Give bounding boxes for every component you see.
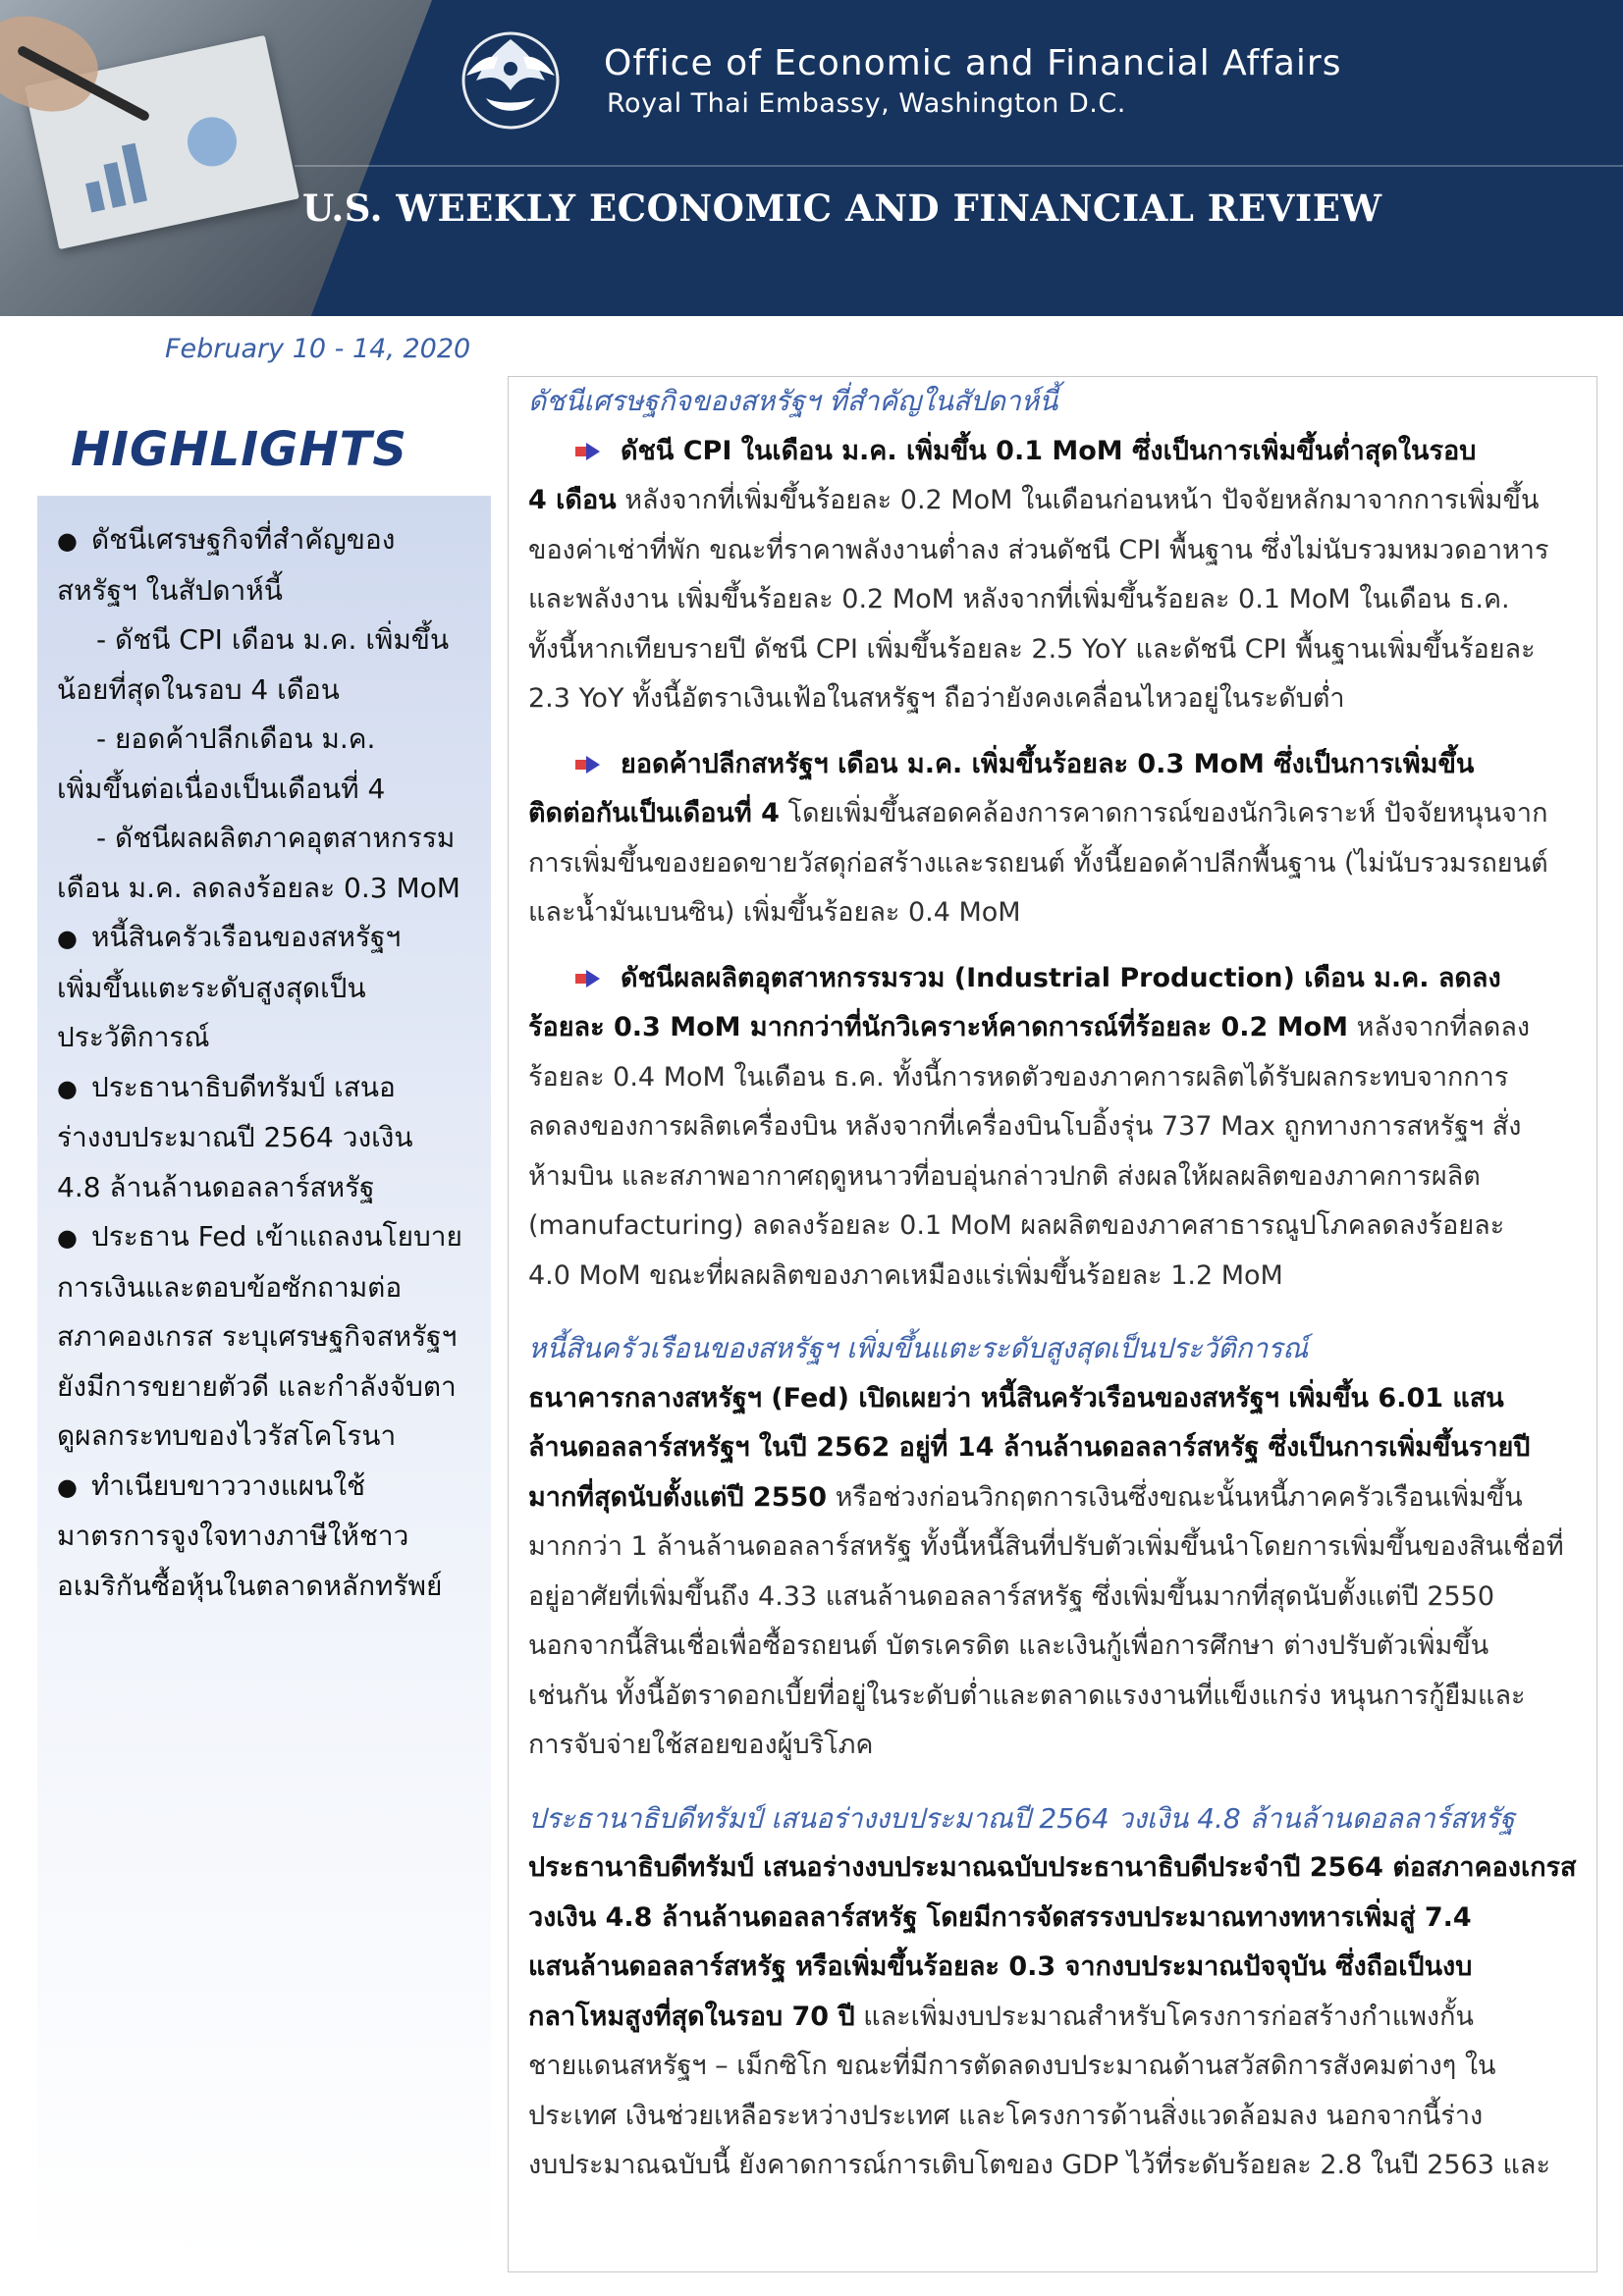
banner-divider	[295, 165, 1623, 167]
para-cpi-line-4: และพลังงาน เพิ่มขึ้นร้อยละ 0.2 MoM หลังจากที่เพิ่มขึ้นร้อยละ 0.1 MoM ในเดือน ธ.ค.	[528, 584, 1510, 614]
highlight-item-text: สหรัฐฯ ในสัปดาห์นี้	[57, 573, 283, 607]
para-budget-line-1: ประธานาธิบดีทรัมป์ เสนอร่างงบประมาณฉบับประธานาธิบดีประจำปี 2564 ต่อสภาคองเกรส	[528, 1852, 1577, 1883]
highlight-item-text: อเมริกันซื้อหุ้นในตลาดหลักทรัพย์	[57, 1569, 443, 1602]
arrow-bullet-icon	[575, 443, 601, 460]
para-ip-line-7: 4.0 MoM ขณะที่ผลผลิตของภาคเหมืองแร่เพิ่มขึ้นร้อยละ 1.2 MoM	[528, 1259, 1283, 1291]
section-title-indicators: ดัชนีเศรษฐกิจของสหรัฐฯ ที่สำคัญในสัปดาห์นี้	[528, 385, 1058, 417]
section-title-household-debt: หนี้สินครัวเรือนของสหรัฐฯ เพิ่มขึ้นแตะระดับสูงสุดเป็นประวัติการณ์	[528, 1332, 1309, 1364]
para-debt-line-7: เช่นกัน ทั้งนี้อัตราดอกเบี้ยที่อยู่ในระดับต่ำและตลาดแรงงานที่แข็งแกร่ง หนุนการกู้ยืมและ	[528, 1680, 1526, 1711]
para-debt-line-1: ธนาคารกลางสหรัฐฯ (Fed) เปิดเผยว่า หนี้สินครัวเรือนของสหรัฐฯ เพิ่มขึ้น 6.01 แสน	[528, 1382, 1504, 1414]
section-title-budget: ประธานาธิบดีทรัมป์ เสนอร่างงบประมาณปี 2564 วงเงิน 4.8 ล้านล้านดอลลาร์สหรัฐ	[528, 1801, 1515, 1835]
header-banner	[0, 0, 1623, 316]
para-retail-line-4: และน้ำมันเบนซิน) เพิ่มขึ้นร้อยละ 0.4 MoM	[528, 897, 1021, 928]
highlight-item-text: ดูผลกระทบของไวรัสโคโรนา	[57, 1419, 397, 1452]
para-ip-line-4: ลดลงของการผลิตเครื่องบิน หลังจากที่เครื่องบินโบอิ้งรุ่น 737 Max ถูกทางการสหรัฐฯ สั่ง	[528, 1111, 1522, 1142]
highlight-item: ● ประธานาธิบดีทรัมป์ เสนอ	[57, 1063, 479, 1114]
highlights-heading: HIGHLIGHTS	[71, 422, 407, 477]
para-retail-line-2: ติดต่อกันเป็นเดือนที่ 4 โดยเพิ่มขึ้นสอดคล้องการคาดการณ์ของนักวิเคราะห์ ปัจจัยหนุนจาก	[528, 798, 1548, 828]
para-budget-line-6: ประเทศ เงินช่วยเหลือระหว่างประเทศ และโครงการด้านสิ่งแวดล้อมลง นอกจากนี้ร่าง	[528, 2100, 1484, 2131]
para-debt-line-3: มากที่สุดนับตั้งแต่ปี 2550 หรือช่วงก่อนวิกฤตการเงินซึ่งขณะนั้นหนี้ภาคครัวเรือนเพิ่มขึ้น	[528, 1481, 1523, 1513]
garuda-emblem-icon	[447, 22, 574, 139]
highlight-item-text: เพิ่มขึ้นแตะระดับสูงสุดเป็น	[57, 971, 366, 1004]
para-budget-line-5: ชายแดนสหรัฐฯ – เม็กซิโก ขณะที่มีการตัดลดงบประมาณด้านสวัสดิการสังคมต่างๆ ใน	[528, 2051, 1496, 2081]
arrow-bullet-icon	[575, 756, 601, 774]
highlight-item-text: - ดัชนีผลผลิตภาคอุตสาหกรรม	[96, 822, 456, 854]
para-cpi-line-6: 2.3 YoY ทั้งนี้อัตราเงินเฟ้อในสหรัฐฯ ถือว่ายังคงเคลื่อนไหวอยู่ในระดับต่ำ	[528, 683, 1345, 714]
highlight-item-text: เดือน ม.ค. ลดลงร้อยละ 0.3 MoM	[57, 871, 460, 904]
highlight-item-text: น้อยที่สุดในรอบ 4 เดือน	[57, 672, 340, 706]
highlight-item-text: ประวัติการณ์	[57, 1021, 210, 1053]
header-photo	[0, 0, 432, 316]
highlight-item-text: การเงินและตอบข้อซักถามต่อ	[57, 1270, 403, 1304]
para-retail-line-1: ยอดค้าปลีกสหรัฐฯ เดือน ม.ค. เพิ่มขึ้นร้อยละ 0.3 MoM ซึ่งเป็นการเพิ่มขึ้น	[528, 740, 1595, 790]
highlight-item-text: มาตรการจูงใจทางภาษีให้ชาว	[57, 1520, 409, 1552]
para-ip-line-1: ดัชนีผลผลิตอุตสาหกรรมรวม (Industrial Production) เดือน ม.ค. ลดลง	[528, 954, 1595, 1004]
para-debt-line-8: การจับจ่ายใช้สอยของผู้บริโภค	[528, 1730, 874, 1760]
highlight-item-text: เพิ่มขึ้นต่อเนื่องเป็นเดือนที่ 4	[57, 772, 386, 805]
para-debt-line-6: นอกจากนี้สินเชื่อเพื่อซื้อรถยนต์ บัตรเครดิต และเงินกู้เพื่อการศึกษา ต่างปรับตัวเพิ่มขึ้น	[528, 1630, 1489, 1661]
para-debt-line-4: มากกว่า 1 ล้านล้านดอลลาร์สหรัฐ ทั้งนี้หนี้สินที่ปรับตัวเพิ่มขึ้นนำโดยการเพิ่มขึ้นของสินเชื่อที่	[528, 1531, 1564, 1562]
article-body	[528, 377, 1595, 2191]
highlights-sidebar	[37, 496, 491, 2268]
highlight-item-text: ยังมีการขยายตัวดี และกำลังจับตา	[57, 1369, 457, 1403]
para-debt-line-2: ล้านดอลลาร์สหรัฐฯ ในปี 2562 อยู่ที่ 14 ล้านล้านดอลลาร์สหรัฐ ซึ่งเป็นการเพิ่มขึ้นรายปี	[528, 1432, 1531, 1463]
para-retail-line-3: การเพิ่มขึ้นของยอดขายวัสดุก่อสร้างและรถยนต์ ทั้งนี้ยอดค้าปลีกพื้นฐาน (ไม่นับรวมรถยนต์	[528, 847, 1548, 879]
office-title: Office of Economic and Financial Affairs	[604, 43, 1342, 83]
highlight-item-text: - ดัชนี CPI เดือน ม.ค. เพิ่มขึ้น	[96, 623, 450, 656]
para-cpi-line-1: ดัชนี CPI ในเดือน ม.ค. เพิ่มขึ้น 0.1 MoM ซึ่งเป็นการเพิ่มขึ้นต่ำสุดในรอบ	[528, 427, 1595, 477]
highlight-item: ● หนี้สินครัวเรือนของสหรัฐฯ	[57, 913, 479, 964]
para-budget-line-2: วงเงิน 4.8 ล้านล้านดอลลาร์สหรัฐ โดยมีการจัดสรรงบประมาณทางทหารเพิ่มสู่ 7.4	[528, 1901, 1472, 1933]
highlight-item-text: ร่างงบประมาณปี 2564 วงเงิน	[57, 1121, 413, 1153]
para-ip-line-3: ร้อยละ 0.4 MoM ในเดือน ธ.ค. ทั้งนี้การหดตัวของภาคการผลิตได้รับผลกระทบจากการ	[528, 1061, 1509, 1093]
para-ip-line-6: (manufacturing) ลดลงร้อยละ 0.1 MoM ผลผลิตของภาคสาธารณูปโภคลดลงร้อยละ	[528, 1210, 1505, 1241]
para-budget-line-3: แสนล้านดอลลาร์สหรัฐ หรือเพิ่มขึ้นร้อยละ 0.3 จากงบประมาณปัจจุบัน ซึ่งถือเป็นงบ	[528, 1951, 1473, 1982]
para-cpi-line-2: 4 เดือน หลังจากที่เพิ่มขึ้นร้อยละ 0.2 MoM ในเดือนก่อนหน้า ปัจจัยหลักมาจากการเพิ่มขึ้น	[528, 485, 1540, 515]
main-content-panel	[508, 376, 1597, 2272]
office-subtitle: Royal Thai Embassy, Washington D.C.	[607, 88, 1126, 119]
review-title: U.S. WEEKLY ECONOMIC AND FINANCIAL REVIEW	[302, 187, 1382, 230]
highlight-item-text: สภาคองเกรส ระบุเศรษฐกิจสหรัฐฯ	[57, 1320, 458, 1353]
highlight-item: ● ประธาน Fed เข้าแถลงนโยบาย	[57, 1212, 479, 1263]
issue-date: February 10 - 14, 2020	[165, 334, 471, 364]
highlight-item-text: 4.8 ล้านล้านดอลลาร์สหรัฐ	[57, 1170, 375, 1203]
arrow-bullet-icon	[575, 970, 601, 988]
para-budget-line-4: กลาโหมสูงที่สุดในรอบ 70 ปี และเพิ่มงบประมาณสำหรับโครงการก่อสร้างกำแพงกั้น	[528, 2001, 1474, 2032]
highlight-item: ● ดัชนีเศรษฐกิจที่สำคัญของ	[57, 515, 479, 566]
para-budget-line-7: งบประมาณฉบับนี้ ยังคาดการณ์การเติบโตของ GDP ไว้ที่ระดับร้อยละ 2.8 ในปี 2563 และ	[528, 2150, 1550, 2180]
para-debt-line-5: อยู่อาศัยที่เพิ่มขึ้นถึง 4.33 แสนล้านดอลลาร์สหรัฐ ซึ่งเพิ่มขึ้นมากที่สุดนับตั้งแต่ปี 2550	[528, 1580, 1495, 1612]
highlight-item-text: - ยอดค้าปลีกเดือน ม.ค.	[96, 722, 376, 755]
para-ip-line-2: ร้อยละ 0.3 MoM มากกว่าที่นักวิเคราะห์คาดการณ์ที่ร้อยละ 0.2 MoM หลังจากที่ลดลง	[528, 1012, 1531, 1042]
para-cpi-line-3: ของค่าเช่าที่พัก ขณะที่ราคาพลังงานต่ำลง ส่วนดัชนี CPI พื้นฐาน ซึ่งไม่นับรวมหมวดอาหาร	[528, 534, 1549, 565]
para-cpi-line-5: ทั้งนี้หากเทียบรายปี ดัชนี CPI เพิ่มขึ้นร้อยละ 2.5 YoY และดัชนี CPI พื้นฐานเพิ่มขึ้นร้อยละ	[528, 633, 1536, 665]
highlight-item: ● ทำเนียบขาววางแผนใช้	[57, 1462, 479, 1513]
para-ip-line-5: ห้ามบิน และสภาพอากาศฤดูหนาวที่อบอุ่นกล่าวปกติ ส่งผลให้ผลผลิตของภาคการผลิต	[528, 1160, 1481, 1192]
highlights-list	[57, 515, 479, 1611]
